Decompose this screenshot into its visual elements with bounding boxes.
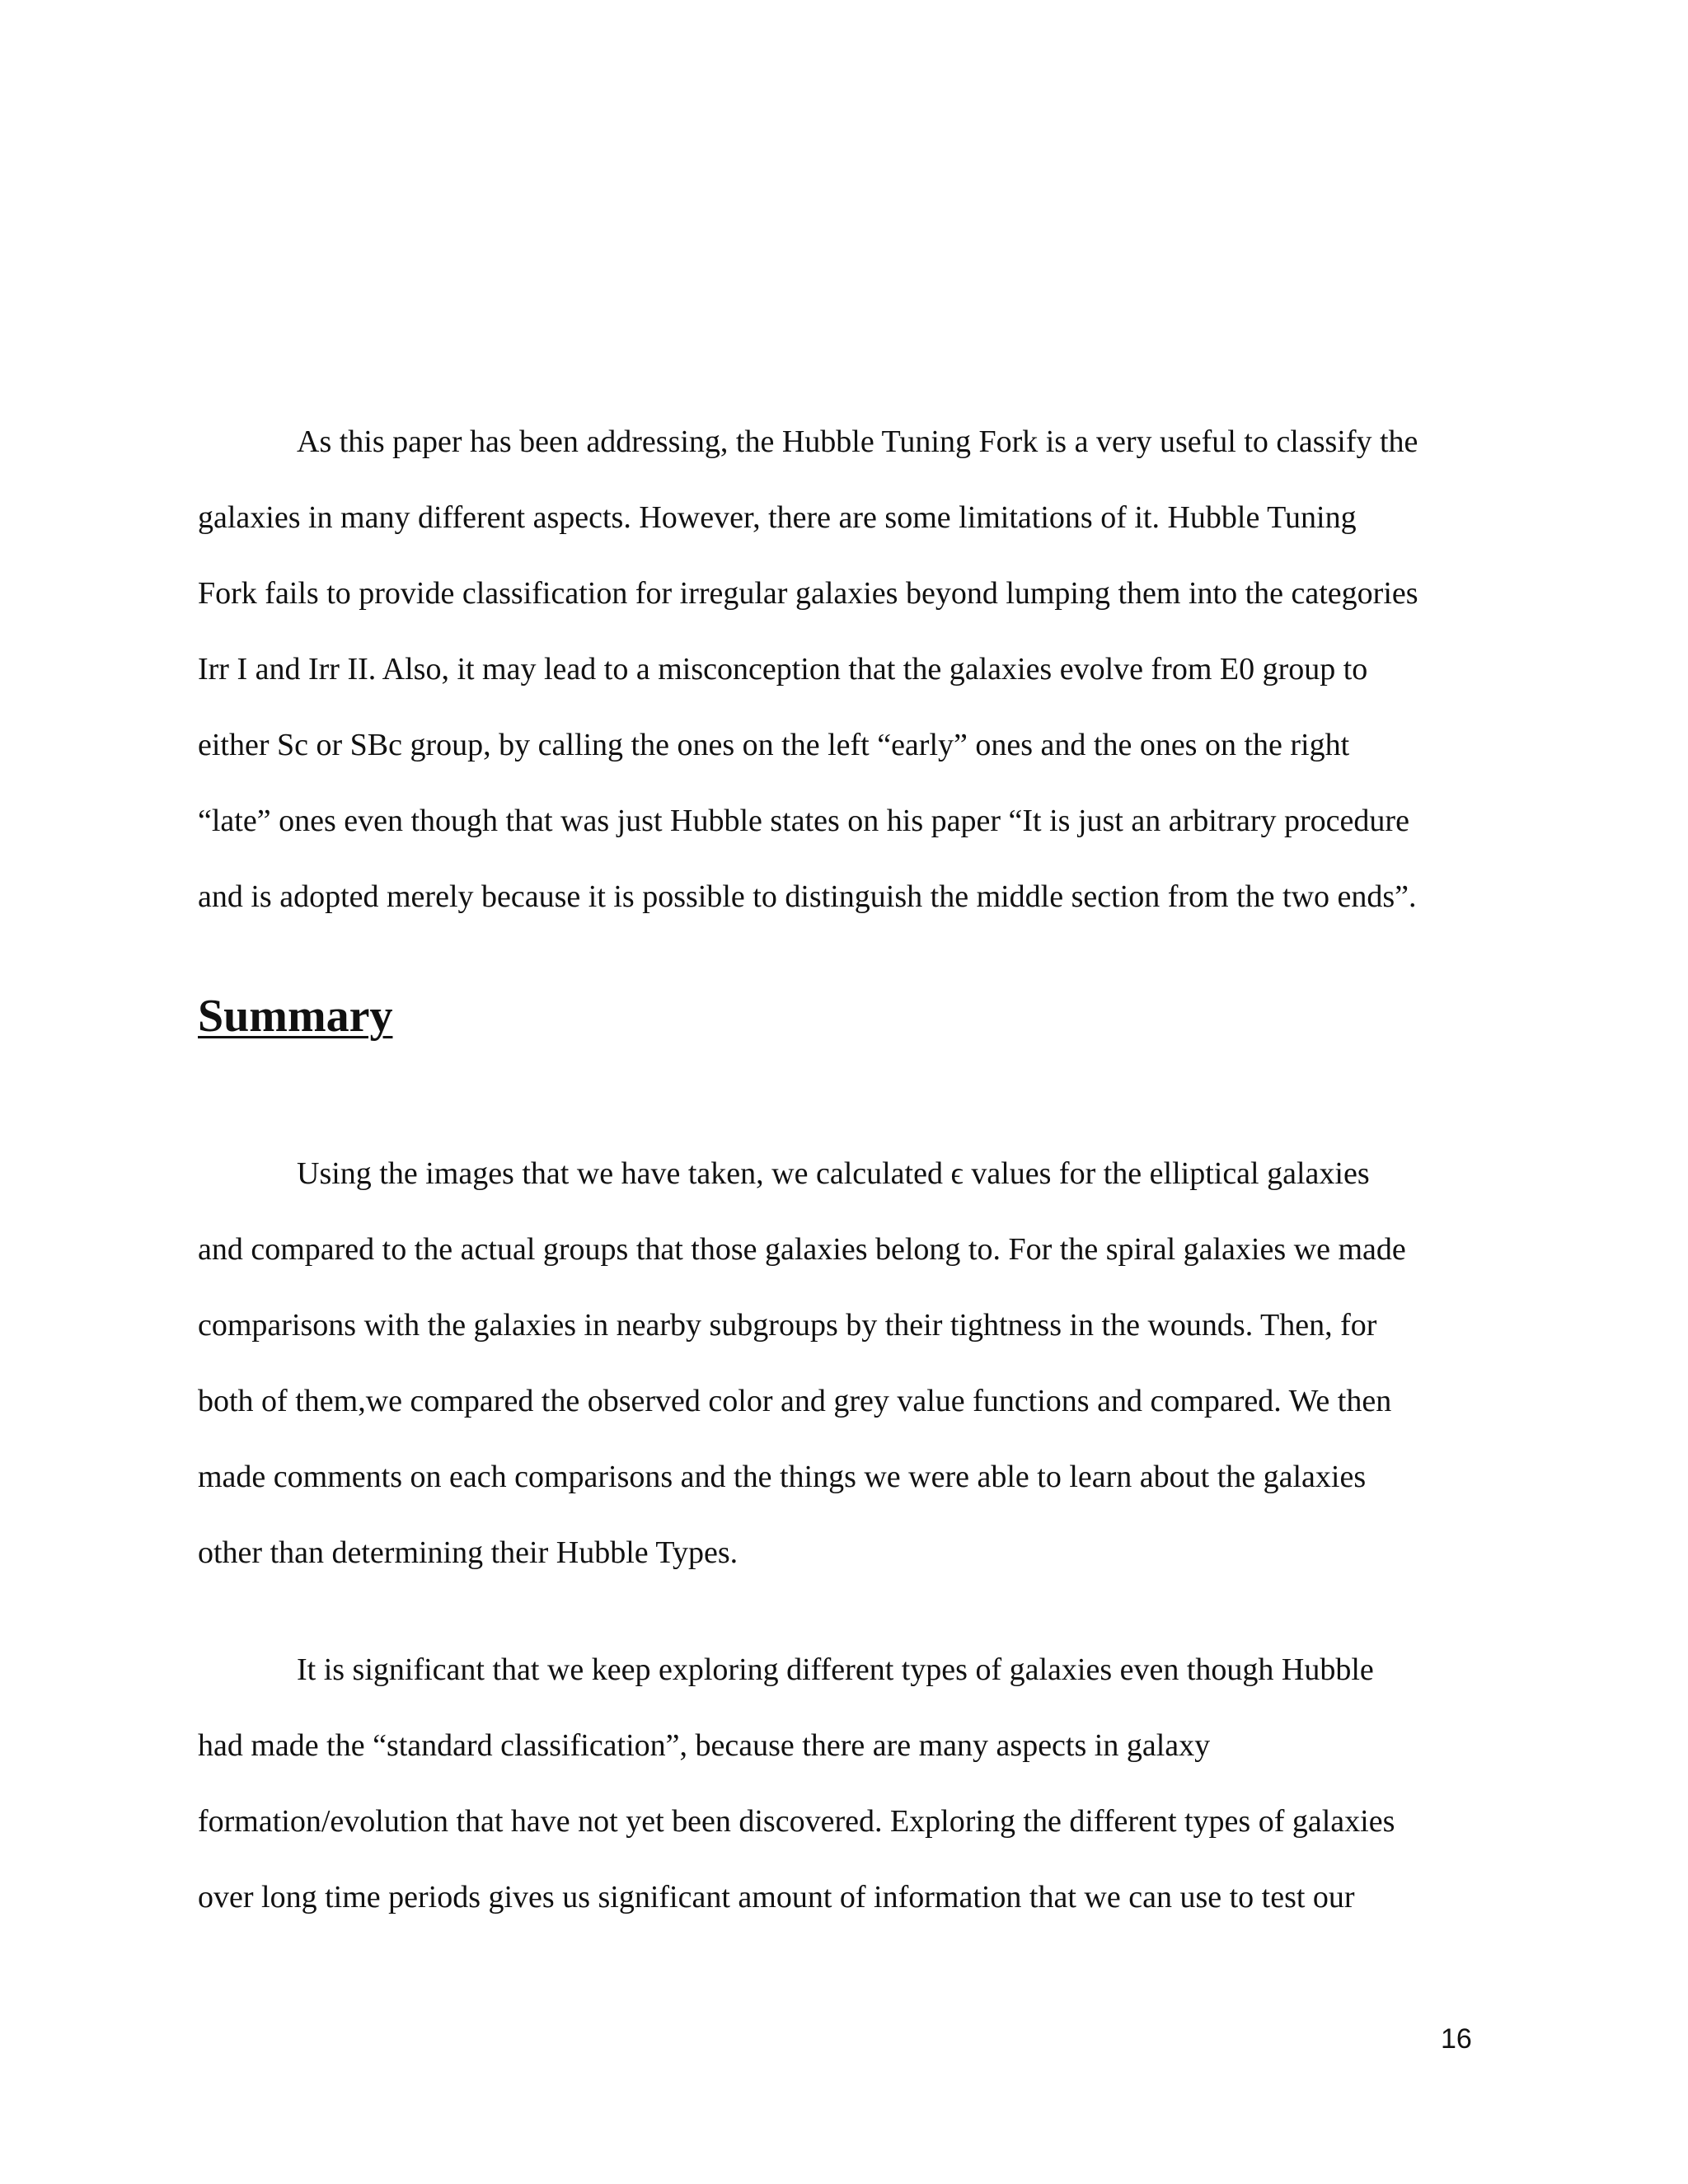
paragraph1-line-4: Irr I and Irr II. Also, it may lead to a misconception that the galaxies evolve from E0 group to [198,652,1368,687]
paragraph2-line-2: and compared to the actual groups that those galaxies belong to. For the spiral galaxies we made [198,1232,1406,1267]
paragraph1-line-5: either Sc or SBc group, by calling the ones on the left “early” ones and the ones on the right [198,728,1350,762]
paragraph1-line-2: galaxies in many different aspects. However, there are some limitations of it. Hubble Tuning [198,500,1357,535]
paragraph2-line-1: Using the images that we have taken, we calculated ϵ values for the elliptical galaxies [297,1156,1370,1191]
paragraph2-line-5: made comments on each comparisons and the things we were able to learn about the galaxies [198,1460,1367,1494]
paragraph3-line-3: formation/evolution that have not yet been discovered. Exploring the different types of galaxies [198,1804,1395,1839]
paragraph2-line-4: both of them,we compared the observed color and grey value functions and compared. We then [198,1384,1392,1418]
paragraph1-line-3: Fork fails to provide classification for irregular galaxies beyond lumping them into the categories [198,576,1418,611]
paragraph2-line-3: comparisons with the galaxies in nearby subgroups by their tightness in the wounds. Then, for [198,1308,1377,1343]
paragraph3-line-4: over long time periods gives us significant amount of information that we can use to test our [198,1880,1355,1915]
paragraph2-line-6: other than determining their Hubble Types. [198,1535,738,1570]
paragraph1-line-1: As this paper has been addressing, the Hubble Tuning Fork is a very useful to classify the [297,424,1418,459]
page-number: 16 [1441,2023,1472,2055]
paragraph1-line-6: “late” ones even though that was just Hubble states on his paper “It is just an arbitrary procedure [198,804,1409,838]
summary-heading: Summary [198,991,393,1042]
paragraph3-line-2: had made the “standard classification”, because there are many aspects in galaxy [198,1728,1211,1763]
paragraph3-line-1: It is significant that we keep exploring different types of galaxies even though Hubble [297,1652,1374,1687]
paragraph1-line-7: and is adopted merely because it is possible to distinguish the middle section from the two ends”. [198,879,1417,914]
